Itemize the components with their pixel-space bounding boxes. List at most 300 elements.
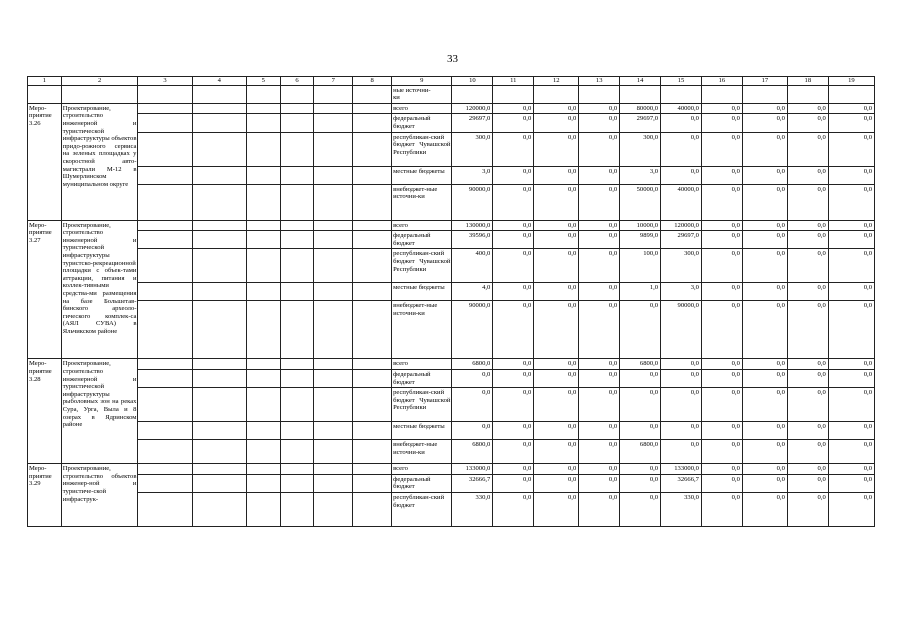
- amount-cell: 0,0: [828, 249, 874, 283]
- amount-cell: 0,0: [579, 474, 620, 492]
- empty-cell: [138, 474, 192, 492]
- amount-cell: 0,0: [828, 464, 874, 475]
- amount-cell: 0,0: [701, 283, 742, 301]
- measure-number: Меро- приятие 3.28: [28, 359, 62, 464]
- funding-source: республикан-ский бюджет: [392, 492, 452, 526]
- amount-cell: 10000,0: [620, 220, 661, 231]
- empty-cell: [314, 301, 353, 359]
- amount-cell: 0,0: [620, 301, 661, 359]
- empty-cell: [246, 474, 280, 492]
- amount-cell: 0,0: [701, 114, 742, 132]
- funding-source: федеральный бюджет: [392, 474, 452, 492]
- empty-cell: [280, 369, 314, 387]
- amount-cell: 0,0: [579, 103, 620, 114]
- amount-cell: 0,0: [579, 440, 620, 464]
- amount-cell: 0,0: [701, 474, 742, 492]
- amount-cell: 40000,0: [661, 184, 702, 220]
- empty-cell: [353, 422, 392, 440]
- column-number: 17: [742, 77, 787, 86]
- empty-cell: [353, 301, 392, 359]
- amount-cell: 0,0: [493, 231, 534, 249]
- empty-cell: [314, 114, 353, 132]
- empty-cell: [280, 359, 314, 370]
- amount-cell: 0,0: [620, 422, 661, 440]
- amount-cell: 0,0: [701, 249, 742, 283]
- empty-cell: [280, 114, 314, 132]
- amount-cell: 0,0: [787, 388, 828, 422]
- amount-cell: 0,0: [742, 492, 787, 526]
- amount-cell: 0,0: [493, 388, 534, 422]
- amount-cell: 400,0: [452, 249, 493, 283]
- empty-cell: [246, 231, 280, 249]
- amount-cell: 0,0: [787, 132, 828, 166]
- amount-cell: 3,0: [452, 166, 493, 184]
- amount-cell: 0,0: [701, 166, 742, 184]
- amount-cell: 0,0: [579, 492, 620, 526]
- amount-cell: 0,0: [742, 220, 787, 231]
- amount-cell: 0,0: [742, 369, 787, 387]
- amount-cell: 0,0: [701, 103, 742, 114]
- empty-cell: [493, 85, 534, 103]
- amount-cell: 0,0: [701, 359, 742, 370]
- amount-cell: 0,0: [828, 440, 874, 464]
- empty-cell: [353, 369, 392, 387]
- amount-cell: 40000,0: [661, 103, 702, 114]
- empty-cell: [138, 166, 192, 184]
- amount-cell: 0,0: [534, 231, 579, 249]
- amount-cell: 0,0: [828, 359, 874, 370]
- empty-cell: [314, 283, 353, 301]
- empty-cell: [138, 283, 192, 301]
- amount-cell: 0,0: [787, 283, 828, 301]
- amount-cell: 0,0: [579, 283, 620, 301]
- amount-cell: 4,0: [452, 283, 493, 301]
- amount-cell: 0,0: [787, 474, 828, 492]
- table-row: [28, 464, 875, 475]
- amount-cell: 0,0: [661, 369, 702, 387]
- empty-cell: [192, 301, 246, 359]
- amount-cell: 0,0: [828, 132, 874, 166]
- funding-source: местные бюджеты: [392, 422, 452, 440]
- funding-source: всего: [392, 103, 452, 114]
- empty-cell: [246, 388, 280, 422]
- table-row: [28, 283, 875, 301]
- measure-description: Проектирование, строительство инженерной и туристической инфраструктуры туристско-рекреационной площадки с объек-тами аттракции, питания и коллек-тивными средства-ми размещения на базе Большетав-бинского археоло-гического комплек-са (АЯЛ СУВА) в Яльчикском районе: [61, 220, 138, 359]
- empty-cell: [280, 474, 314, 492]
- amount-cell: 0,0: [534, 103, 579, 114]
- amount-cell: 0,0: [579, 220, 620, 231]
- amount-cell: 0,0: [742, 249, 787, 283]
- amount-cell: 0,0: [579, 231, 620, 249]
- amount-cell: 0,0: [579, 388, 620, 422]
- amount-cell: 0,0: [534, 464, 579, 475]
- amount-cell: 29697,0: [620, 114, 661, 132]
- empty-cell: [138, 301, 192, 359]
- empty-cell: [314, 388, 353, 422]
- amount-cell: 0,0: [742, 464, 787, 475]
- empty-cell: [246, 166, 280, 184]
- amount-cell: 0,0: [828, 166, 874, 184]
- empty-cell: [61, 85, 138, 103]
- empty-cell: [280, 184, 314, 220]
- empty-cell: [280, 492, 314, 526]
- amount-cell: 0,0: [787, 184, 828, 220]
- empty-cell: [138, 492, 192, 526]
- amount-cell: 0,0: [579, 132, 620, 166]
- funding-source: всего: [392, 359, 452, 370]
- amount-cell: 0,0: [661, 422, 702, 440]
- amount-cell: 300,0: [620, 132, 661, 166]
- empty-cell: [280, 103, 314, 114]
- amount-cell: 0,0: [787, 249, 828, 283]
- funding-source: внебюджет-ные источни-ки: [392, 301, 452, 359]
- amount-cell: 9899,0: [620, 231, 661, 249]
- table-row: [28, 388, 875, 422]
- empty-cell: [314, 249, 353, 283]
- empty-cell: [661, 85, 702, 103]
- empty-cell: [353, 132, 392, 166]
- empty-cell: [353, 249, 392, 283]
- empty-cell: [353, 220, 392, 231]
- table-row: [28, 369, 875, 387]
- empty-cell: [246, 422, 280, 440]
- amount-cell: 0,0: [493, 249, 534, 283]
- empty-cell: [280, 388, 314, 422]
- amount-cell: 0,0: [742, 114, 787, 132]
- amount-cell: 0,0: [493, 464, 534, 475]
- amount-cell: 0,0: [534, 184, 579, 220]
- empty-cell: [314, 440, 353, 464]
- amount-cell: 0,0: [534, 474, 579, 492]
- amount-cell: 0,0: [579, 166, 620, 184]
- amount-cell: 0,0: [534, 166, 579, 184]
- empty-cell: [620, 85, 661, 103]
- table-row: [28, 440, 875, 464]
- amount-cell: 90000,0: [661, 301, 702, 359]
- empty-cell: [353, 492, 392, 526]
- amount-cell: 0,0: [493, 369, 534, 387]
- column-number: 10: [452, 77, 493, 86]
- amount-cell: 0,0: [742, 184, 787, 220]
- empty-cell: [314, 85, 353, 103]
- empty-cell: [246, 220, 280, 231]
- empty-cell: [138, 440, 192, 464]
- amount-cell: 130000,0: [452, 220, 493, 231]
- amount-cell: 0,0: [661, 166, 702, 184]
- amount-cell: 0,0: [493, 103, 534, 114]
- budget-table: [27, 76, 875, 527]
- amount-cell: 0,0: [787, 359, 828, 370]
- amount-cell: 6800,0: [620, 440, 661, 464]
- empty-cell: [314, 132, 353, 166]
- amount-cell: 0,0: [828, 220, 874, 231]
- table-row: [28, 249, 875, 283]
- empty-cell: [314, 103, 353, 114]
- empty-cell: [246, 440, 280, 464]
- empty-cell: [192, 369, 246, 387]
- amount-cell: 0,0: [787, 492, 828, 526]
- funding-source: республикан-ский бюджет Чувашской Республики: [392, 132, 452, 166]
- column-number: 18: [787, 77, 828, 86]
- empty-cell: [192, 388, 246, 422]
- empty-cell: [353, 103, 392, 114]
- amount-cell: 300,0: [661, 249, 702, 283]
- table-row: [28, 103, 875, 114]
- empty-cell: [353, 231, 392, 249]
- column-number: 2: [61, 77, 138, 86]
- empty-cell: [353, 464, 392, 475]
- column-number-row: [28, 77, 875, 86]
- amount-cell: 6800,0: [452, 440, 493, 464]
- amount-cell: 0,0: [452, 422, 493, 440]
- empty-cell: [314, 492, 353, 526]
- amount-cell: 0,0: [742, 359, 787, 370]
- amount-cell: 0,0: [493, 166, 534, 184]
- amount-cell: 0,0: [701, 231, 742, 249]
- amount-cell: 0,0: [661, 388, 702, 422]
- amount-cell: 133000,0: [452, 464, 493, 475]
- empty-cell: [353, 114, 392, 132]
- amount-cell: 0,0: [828, 422, 874, 440]
- amount-cell: 29697,0: [661, 231, 702, 249]
- empty-cell: [246, 492, 280, 526]
- amount-cell: 0,0: [787, 301, 828, 359]
- table-row: [28, 220, 875, 231]
- empty-cell: [192, 422, 246, 440]
- amount-cell: 0,0: [787, 422, 828, 440]
- amount-cell: 0,0: [534, 369, 579, 387]
- amount-cell: 0,0: [828, 301, 874, 359]
- continuation-row: [28, 85, 875, 103]
- amount-cell: 120000,0: [452, 103, 493, 114]
- column-number: 3: [138, 77, 192, 86]
- amount-cell: 0,0: [701, 369, 742, 387]
- amount-cell: 0,0: [828, 474, 874, 492]
- amount-cell: 0,0: [742, 283, 787, 301]
- empty-cell: [280, 301, 314, 359]
- empty-cell: [353, 440, 392, 464]
- table-row: [28, 132, 875, 166]
- amount-cell: 0,0: [534, 283, 579, 301]
- empty-cell: [192, 184, 246, 220]
- column-number: 15: [661, 77, 702, 86]
- empty-cell: [353, 85, 392, 103]
- amount-cell: 0,0: [787, 114, 828, 132]
- empty-cell: [192, 249, 246, 283]
- empty-cell: [138, 220, 192, 231]
- amount-cell: 0,0: [579, 114, 620, 132]
- amount-cell: 32666,7: [452, 474, 493, 492]
- empty-cell: [138, 464, 192, 475]
- column-number: 1: [28, 77, 62, 86]
- measure-description: Проектирование, строительство объектов инженер-ной и туристиче-ской инфраструк-: [61, 464, 138, 527]
- funding-source: внебюджет-ные источни-ки: [392, 184, 452, 220]
- amount-cell: 0,0: [493, 114, 534, 132]
- empty-cell: [701, 85, 742, 103]
- amount-cell: 0,0: [701, 220, 742, 231]
- amount-cell: 0,0: [620, 474, 661, 492]
- empty-cell: [138, 85, 192, 103]
- empty-cell: [138, 359, 192, 370]
- funding-source: республикан-ский бюджет Чувашской Республики: [392, 249, 452, 283]
- amount-cell: 0,0: [828, 231, 874, 249]
- empty-cell: [138, 369, 192, 387]
- amount-cell: 0,0: [828, 283, 874, 301]
- amount-cell: 0,0: [452, 388, 493, 422]
- empty-cell: [192, 85, 246, 103]
- empty-cell: [280, 464, 314, 475]
- amount-cell: 0,0: [742, 388, 787, 422]
- column-number: 6: [280, 77, 314, 86]
- amount-cell: 0,0: [493, 283, 534, 301]
- empty-cell: [280, 220, 314, 231]
- empty-cell: [192, 492, 246, 526]
- amount-cell: 0,0: [579, 369, 620, 387]
- amount-cell: 0,0: [742, 301, 787, 359]
- empty-cell: [138, 184, 192, 220]
- amount-cell: 0,0: [493, 474, 534, 492]
- amount-cell: 0,0: [787, 440, 828, 464]
- amount-cell: 0,0: [742, 440, 787, 464]
- amount-cell: 0,0: [493, 220, 534, 231]
- amount-cell: 32666,7: [661, 474, 702, 492]
- amount-cell: 0,0: [787, 166, 828, 184]
- funding-source: всего: [392, 220, 452, 231]
- funding-source: федеральный бюджет: [392, 369, 452, 387]
- amount-cell: 0,0: [742, 103, 787, 114]
- page-number: 33: [447, 53, 458, 65]
- amount-cell: 0,0: [828, 492, 874, 526]
- amount-cell: 0,0: [493, 440, 534, 464]
- measure-description: Проектирование, строительство инженерной и туристической инфраструктуры рыболовных зон на реках Сура, Урга, Выла и 8 озерах в Ядринском районе: [61, 359, 138, 464]
- amount-cell: 0,0: [742, 132, 787, 166]
- amount-cell: 0,0: [534, 359, 579, 370]
- amount-cell: 0,0: [742, 166, 787, 184]
- column-number: 8: [353, 77, 392, 86]
- column-number: 9: [392, 77, 452, 86]
- table-row: [28, 184, 875, 220]
- amount-cell: 0,0: [661, 440, 702, 464]
- amount-cell: 0,0: [579, 184, 620, 220]
- amount-cell: 0,0: [534, 301, 579, 359]
- amount-cell: 0,0: [493, 359, 534, 370]
- amount-cell: 0,0: [534, 492, 579, 526]
- empty-cell: [192, 474, 246, 492]
- amount-cell: 0,0: [701, 184, 742, 220]
- empty-cell: [280, 249, 314, 283]
- empty-cell: [246, 283, 280, 301]
- amount-cell: 330,0: [661, 492, 702, 526]
- amount-cell: 0,0: [620, 464, 661, 475]
- empty-cell: [192, 114, 246, 132]
- empty-cell: [742, 85, 787, 103]
- empty-cell: [138, 231, 192, 249]
- empty-cell: [314, 184, 353, 220]
- table-row: [28, 474, 875, 492]
- amount-cell: 90000,0: [452, 301, 493, 359]
- empty-cell: [280, 166, 314, 184]
- amount-cell: 0,0: [787, 103, 828, 114]
- funding-source: республикан-ский бюджет Чувашской Республики: [392, 388, 452, 422]
- amount-cell: 0,0: [742, 231, 787, 249]
- funding-source: внебюджет-ные источни-ки: [392, 440, 452, 464]
- amount-cell: 0,0: [828, 114, 874, 132]
- empty-cell: [280, 440, 314, 464]
- amount-cell: 133000,0: [661, 464, 702, 475]
- amount-cell: 6800,0: [452, 359, 493, 370]
- empty-cell: [192, 231, 246, 249]
- amount-cell: 120000,0: [661, 220, 702, 231]
- funding-source: федеральный бюджет: [392, 114, 452, 132]
- table-row: [28, 359, 875, 370]
- table-row: [28, 301, 875, 359]
- empty-cell: [280, 85, 314, 103]
- empty-cell: [353, 166, 392, 184]
- empty-cell: [192, 166, 246, 184]
- empty-cell: [828, 85, 874, 103]
- amount-cell: 0,0: [828, 388, 874, 422]
- empty-cell: [246, 114, 280, 132]
- empty-cell: [138, 388, 192, 422]
- amount-cell: 0,0: [787, 369, 828, 387]
- empty-cell: [192, 359, 246, 370]
- empty-cell: [314, 359, 353, 370]
- measure-description: Проектирование, строительство инженерной и туристической инфраструктуры объектов придо-рожного сервиса на зеленых площадках у скоростной авто-магистрали М-12 в Шумерлинском муниципальном округе: [61, 103, 138, 220]
- empty-cell: [534, 85, 579, 103]
- empty-cell: [452, 85, 493, 103]
- amount-cell: 0,0: [701, 388, 742, 422]
- amount-cell: 0,0: [661, 132, 702, 166]
- table-row: [28, 492, 875, 526]
- empty-cell: [314, 231, 353, 249]
- amount-cell: 0,0: [828, 184, 874, 220]
- amount-cell: 0,0: [701, 464, 742, 475]
- empty-cell: [280, 231, 314, 249]
- amount-cell: 29697,0: [452, 114, 493, 132]
- amount-cell: 80000,0: [620, 103, 661, 114]
- empty-cell: [314, 422, 353, 440]
- amount-cell: 0,0: [534, 440, 579, 464]
- amount-cell: 1,0: [620, 283, 661, 301]
- empty-cell: [246, 132, 280, 166]
- amount-cell: 0,0: [493, 301, 534, 359]
- amount-cell: 0,0: [701, 440, 742, 464]
- table-row: [28, 114, 875, 132]
- amount-cell: 3,0: [661, 283, 702, 301]
- amount-cell: 0,0: [828, 103, 874, 114]
- column-number: 14: [620, 77, 661, 86]
- empty-cell: [353, 283, 392, 301]
- amount-cell: 0,0: [787, 220, 828, 231]
- amount-cell: 0,0: [493, 184, 534, 220]
- empty-cell: [353, 474, 392, 492]
- empty-cell: [246, 359, 280, 370]
- empty-cell: [138, 132, 192, 166]
- amount-cell: 0,0: [701, 301, 742, 359]
- column-number: 5: [246, 77, 280, 86]
- amount-cell: 0,0: [534, 388, 579, 422]
- amount-cell: 0,0: [742, 474, 787, 492]
- funding-source: всего: [392, 464, 452, 475]
- empty-cell: [192, 440, 246, 464]
- amount-cell: 0,0: [452, 369, 493, 387]
- amount-cell: 6800,0: [620, 359, 661, 370]
- amount-cell: 0,0: [620, 492, 661, 526]
- empty-cell: [353, 388, 392, 422]
- amount-cell: 0,0: [787, 464, 828, 475]
- measure-number: Меро- приятие 3.26: [28, 103, 62, 220]
- amount-cell: 0,0: [701, 132, 742, 166]
